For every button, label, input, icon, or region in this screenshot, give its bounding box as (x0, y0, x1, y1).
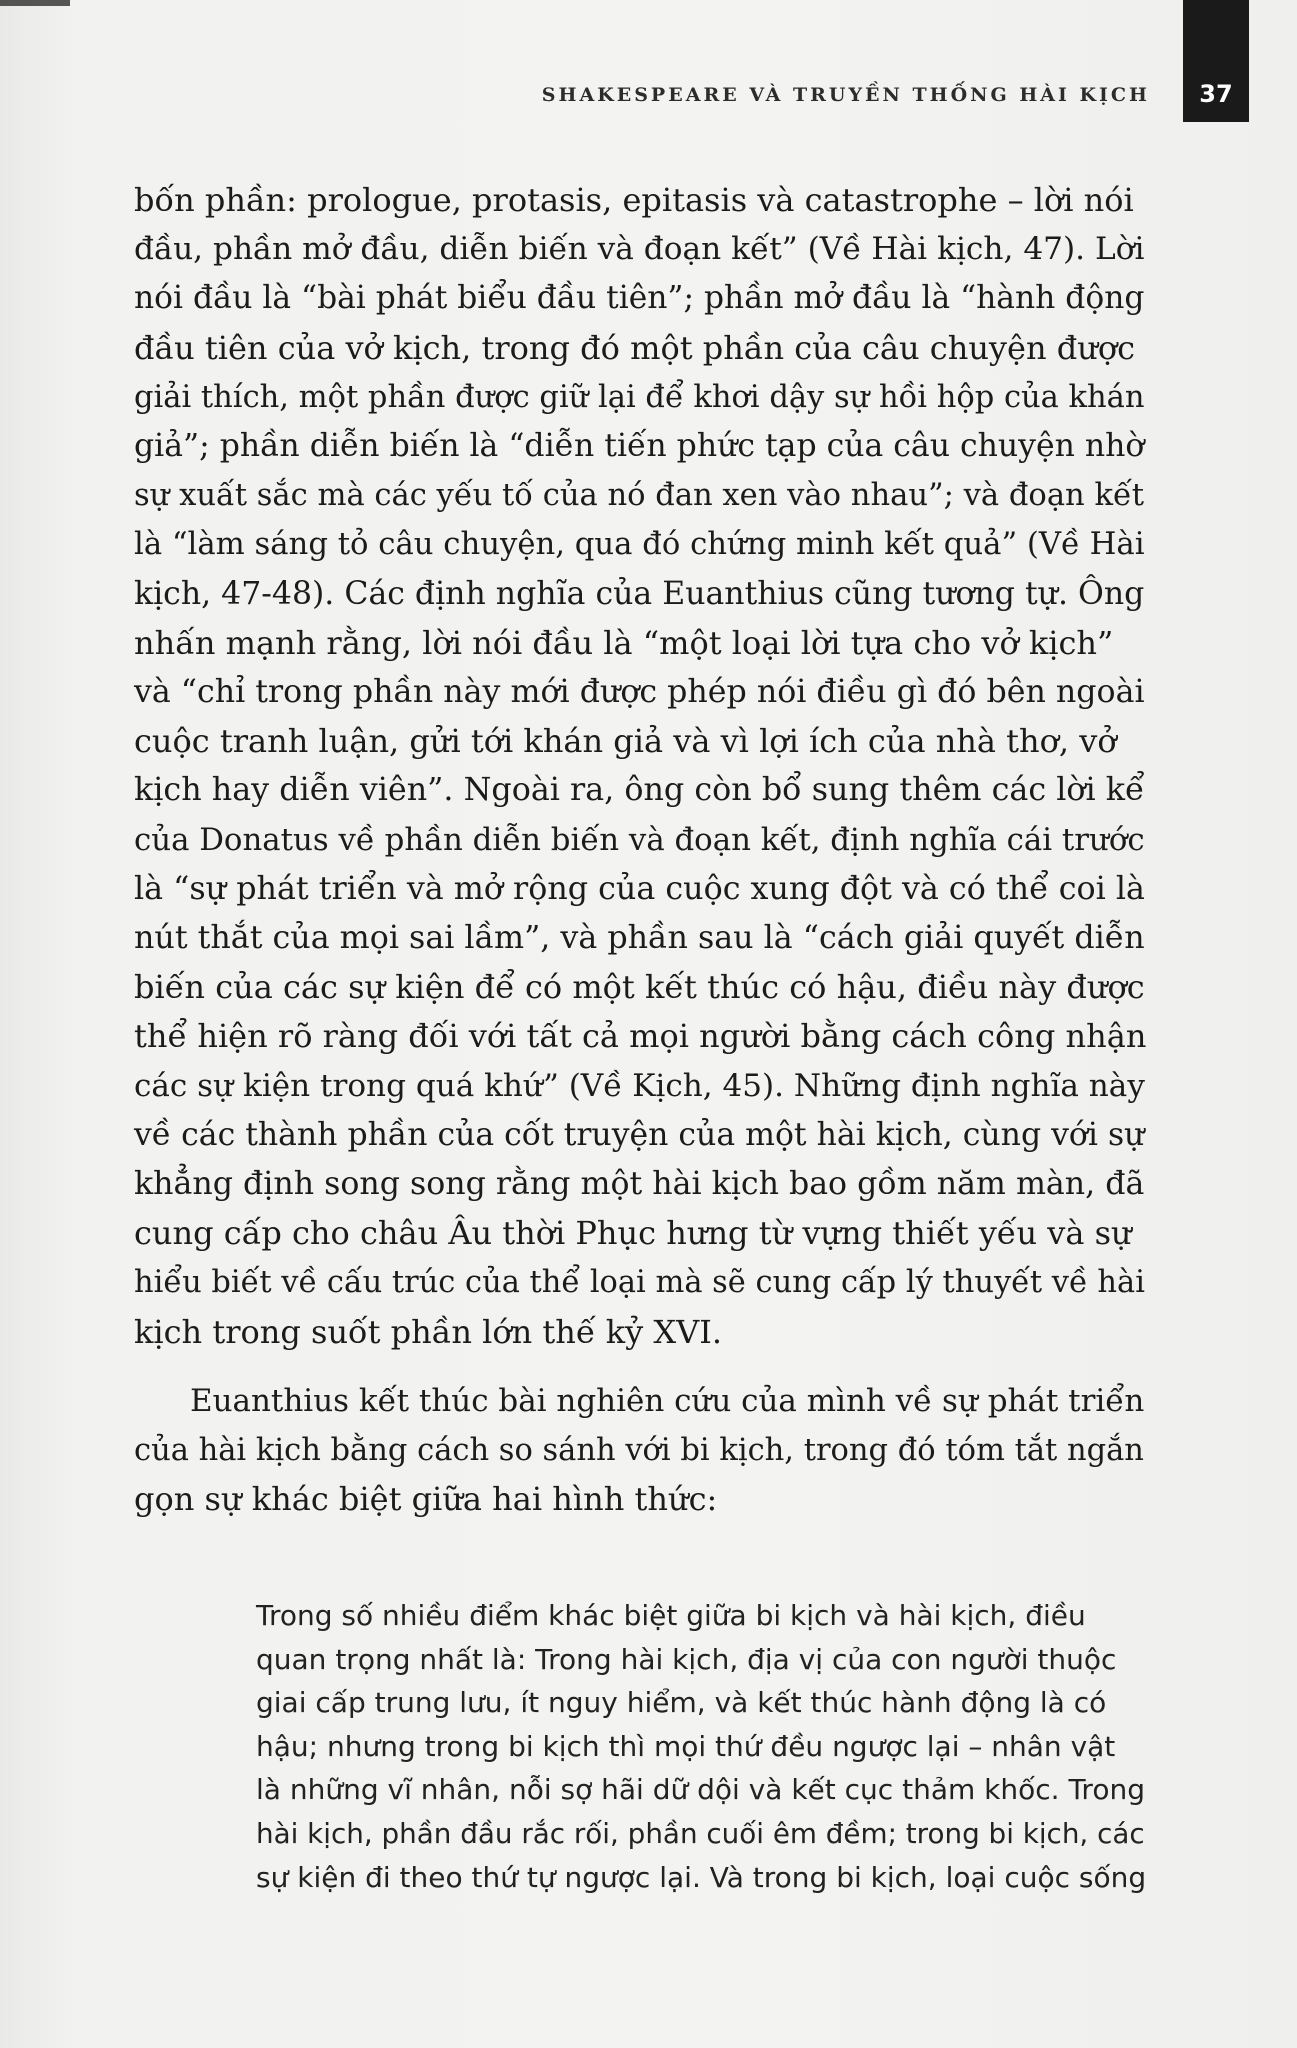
text-line: khẳng định song song rằng một hài kịch bao gồm năm màn, đã (134, 1166, 1145, 1203)
text-line: gọn sự khác biệt giữa hai hình thức: (134, 1480, 718, 1519)
text-line: đầu tiên của vở kịch, trong đó một phần của câu chuyện được (134, 328, 1135, 367)
running-head: SHAKESPEARE VÀ TRUYỀN THỐNG HÀI KỊCH (541, 84, 1150, 106)
text-line: nút thắt của mọi sai lầm”, và phần sau là “cách giải quyết diễn (134, 920, 1145, 957)
paragraph-2 (134, 1377, 1150, 1525)
quote-line: là những vĩ nhân, nỗi sợ hãi dữ dội và kết cục thảm khốc. Trong (256, 1773, 1145, 1807)
text-line: nói đầu là “bài phát biểu đầu tiên”; phần mở đầu là “hành động (134, 280, 1145, 317)
page-number-tab (1183, 0, 1249, 122)
quote-line: quan trọng nhất là: Trong hài kịch, địa vị của con người thuộc (256, 1642, 1117, 1676)
page-edge-shadow (0, 0, 70, 6)
text-line: cung cấp cho châu Âu thời Phục hưng từ vựng thiết yếu và sự (134, 1214, 1132, 1253)
text-line: nhấn mạnh rằng, lời nói đầu là “một loại lời tựa cho vở kịch” (134, 623, 1114, 662)
text-line: sự xuất sắc mà các yếu tố của nó đan xen vào nhau”; và đoạn kết (134, 478, 1145, 514)
text-line: của Donatus về phần diễn biến và đoạn kết, định nghĩa cái trước (134, 821, 1145, 858)
text-line: Euanthius kết thúc bài nghiên cứu của mình về sự phát triển (190, 1382, 1145, 1419)
quote-line: hài kịch, phần đầu rắc rối, phần cuối êm đềm; trong bi kịch, các (256, 1816, 1145, 1850)
body-text (134, 176, 1150, 1524)
text-line: kịch trong suốt phần lớn thế kỷ XVI. (134, 1312, 723, 1351)
text-line: là “làm sáng tỏ câu chuyện, qua đó chứng minh kết quả” (Về Hài (134, 527, 1145, 563)
quote-line: hậu; nhưng trong bi kịch thì mọi thứ đều ngược lại – nhân vật (256, 1729, 1116, 1763)
text-line: kịch, 47-48). Các định nghĩa của Euanthius cũng tương tự. Ông (134, 575, 1145, 612)
paragraph-1 (134, 176, 1150, 1357)
text-line: bốn phần: prologue, protasis, epitasis và catastrophe – lời nói (134, 181, 1134, 219)
text-line: giải thích, một phần được giữ lại để khơi dậy sự hồi hộp của khán (134, 379, 1145, 415)
text-line: của hài kịch bằng cách so sánh với bi kịch, trong đó tóm tắt ngắn (134, 1433, 1144, 1469)
text-line: hiểu biết về cấu trúc của thể loại mà sẽ cung cấp lý thuyết về hài (134, 1265, 1145, 1301)
page-number: 37 (1199, 80, 1233, 108)
quote-line: sự kiện đi theo thứ tự ngược lại. Và trong bi kịch, loại cuộc sống (256, 1860, 1147, 1894)
text-line: về các thành phần của cốt truyện của một hài kịch, cùng với sự (134, 1116, 1145, 1153)
text-line: cuộc tranh luận, gửi tới khán giả và vì lợi ích của nhà thơ, vở (134, 722, 1117, 761)
text-line: là “sự phát triển và mở rộng của cuộc xung đột và có thể coi là (134, 870, 1145, 907)
text-line: đầu, phần mở đầu, diễn biến và đoạn kết” (Về Hài kịch, 47). Lời (134, 231, 1145, 268)
text-line: kịch hay diễn viên”. Ngoài ra, ông còn bổ sung thêm các lời kể (134, 772, 1145, 809)
text-line: và “chỉ trong phần này mới được phép nói điều gì đó bên ngoài (134, 674, 1145, 711)
quote-line: Trong số nhiều điểm khác biệt giữa bi kịch và hài kịch, điều (256, 1599, 1086, 1632)
text-line: thể hiện rõ ràng đối với tất cả mọi người bằng cách công nhận (134, 1017, 1147, 1056)
text-line: các sự kiện trong quá khứ” (Về Kịch, 45). Những định nghĩa này (134, 1067, 1145, 1104)
quote-line: giai cấp trung lưu, ít nguy hiểm, và kết thúc hành động là có (256, 1686, 1107, 1720)
text-line: giả”; phần diễn biến là “diễn tiến phức tạp của câu chuyện nhờ (134, 428, 1145, 465)
text-line: biến của các sự kiện để có một kết thúc có hậu, điều này được (134, 968, 1145, 1007)
block-quote (256, 1594, 1150, 1899)
